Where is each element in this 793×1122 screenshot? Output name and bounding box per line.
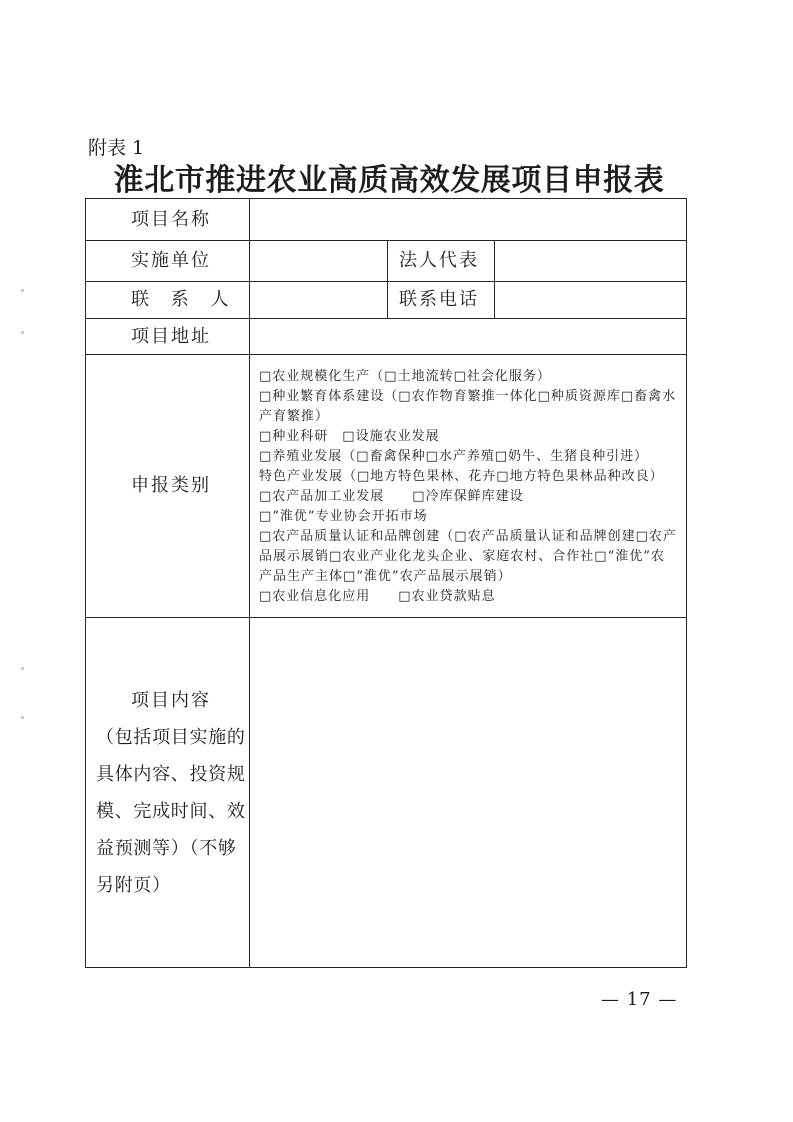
contact-person-label: 联 系 人	[86, 282, 250, 319]
category-line: 产育繁推）	[259, 409, 330, 424]
category-line: □农业规模化生产（□土地流转□社会化服务）	[259, 369, 551, 384]
project-address-label: 项目地址	[86, 319, 250, 355]
row-project-address	[86, 319, 687, 355]
category-line: □种业繁育体系建设（□农作物育繁推一体化□种质资源库□畜禽水	[259, 389, 677, 404]
project-name-label: 项目名称	[86, 199, 250, 241]
project-name-value	[250, 199, 687, 241]
scan-mark	[21, 667, 24, 670]
category-line: 产品生产主体□“淮优”农产品展示展销）	[259, 569, 512, 584]
project-content-label-cell	[86, 618, 250, 968]
legal-representative-value	[495, 241, 687, 282]
category-line: 特色产业发展（□地方特色果林、花卉□地方特色果林品种改良）	[259, 469, 664, 484]
page-number: — 17 —	[601, 989, 678, 1010]
category-line: □“淮优”专业协会开拓市场	[259, 509, 428, 524]
row-contact	[86, 282, 687, 319]
content-note-line: 另附页）	[96, 874, 171, 896]
implementing-unit-value	[250, 241, 388, 282]
row-implementing-unit	[86, 241, 687, 282]
category-line: □种业科研 □设施农业发展	[259, 429, 440, 444]
category-options	[250, 355, 687, 618]
attachment-label: 附表 1	[88, 137, 145, 159]
category-line: □农业信息化应用 □农业贷款贴息	[259, 589, 496, 604]
category-line: 品展示展销□农业产业化龙头企业、家庭农村、合作社□“淮优”农	[259, 549, 665, 564]
row-category	[86, 355, 687, 618]
category-label: 申报类别	[86, 355, 250, 618]
form-title: 淮北市推进农业高质高效发展项目申报表	[113, 163, 665, 198]
implementing-unit-label: 实施单位	[86, 241, 250, 282]
row-project-content	[86, 618, 687, 968]
content-note-line: （包括项目实施的	[96, 726, 246, 748]
application-form-table	[85, 198, 687, 968]
category-line: □养殖业发展（□畜禽保种□水产养殖□奶牛、生猪良种引进）	[259, 449, 649, 464]
row-project-name	[86, 199, 687, 241]
project-address-value	[250, 319, 687, 355]
content-note-line: 具体内容、投资规	[96, 763, 246, 785]
contact-phone-label: 联系电话	[388, 282, 495, 319]
content-note-line: 益预测等）（不够	[96, 837, 237, 859]
scan-mark	[21, 331, 24, 334]
legal-representative-label: 法人代表	[388, 241, 495, 282]
project-content-label: 项目内容	[131, 689, 211, 711]
scan-mark	[21, 716, 24, 719]
category-line: □农产品加工业发展 □冷库保鲜库建设	[259, 489, 524, 504]
scan-mark	[21, 289, 24, 292]
project-content-value	[250, 618, 687, 968]
category-line: □农产品质量认证和品牌创建（□农产品质量认证和品牌创建□农产	[259, 529, 677, 544]
contact-phone-value	[495, 282, 687, 319]
form-body	[86, 199, 687, 968]
content-note-line: 模、完成时间、效	[96, 800, 246, 822]
contact-person-value	[250, 282, 388, 319]
